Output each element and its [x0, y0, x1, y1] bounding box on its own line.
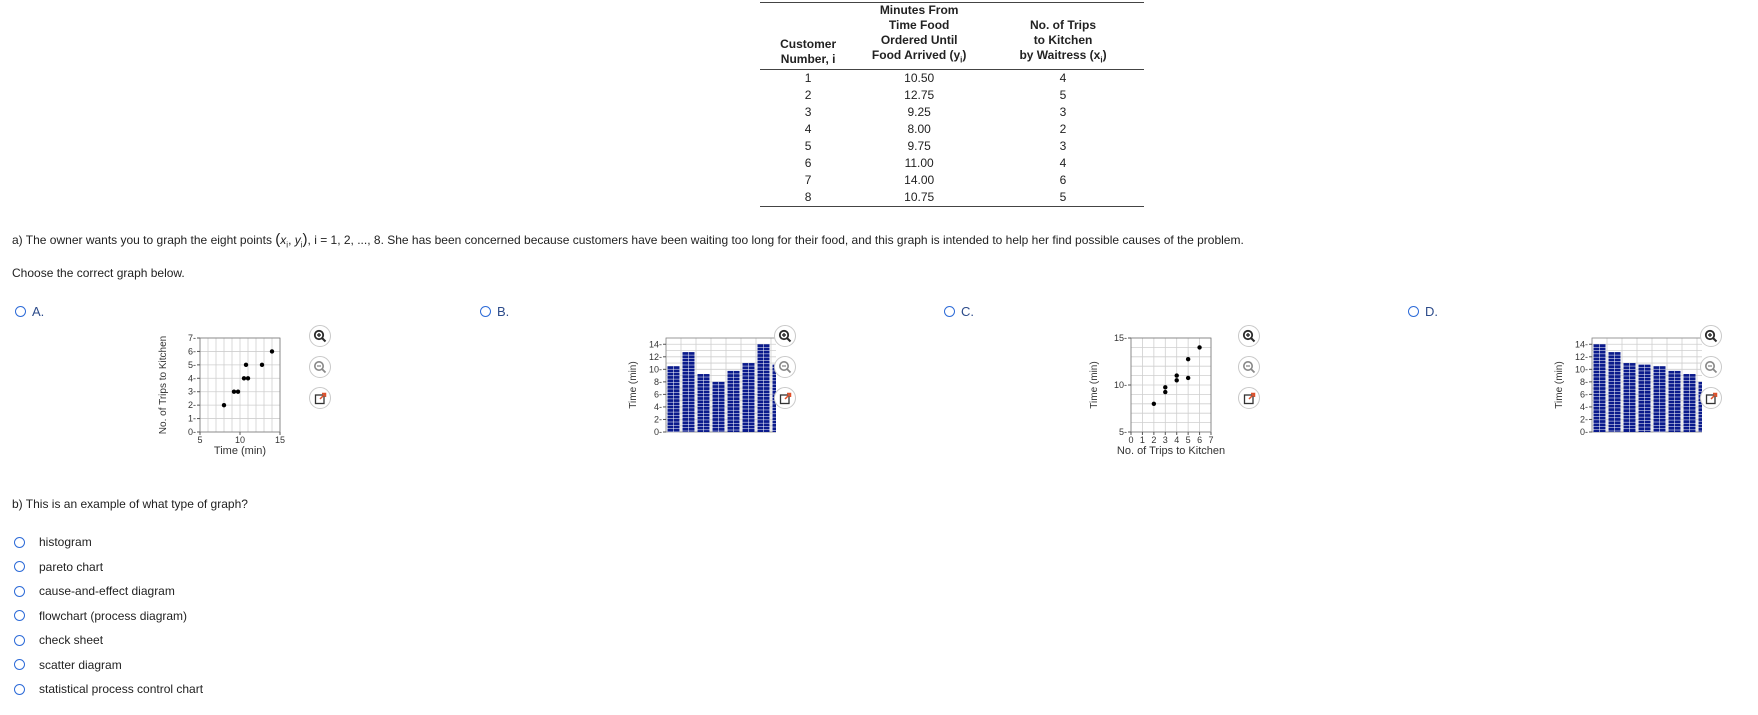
- table-cell: 12.75: [904, 88, 935, 103]
- y-tick-label: 3-: [187, 386, 196, 397]
- table-row: [760, 121, 1144, 138]
- data-point: [1186, 376, 1190, 380]
- x-axis-label: Time (min): [213, 445, 267, 457]
- table-cell: 6: [804, 156, 812, 171]
- choice-a-radio[interactable]: A.: [15, 304, 44, 319]
- y-tick-label: 14-: [648, 339, 662, 350]
- radio-b[interactable]: [480, 306, 491, 317]
- table-cell: 3: [804, 105, 812, 120]
- option-radio[interactable]: [14, 610, 25, 621]
- y-tick-label: 14-: [1574, 339, 1588, 350]
- header-trips: No. of Trips to Kitchen by Waitress $(x_i)$: [982, 3, 1144, 70]
- y-axis-label: Time (min): [1089, 361, 1100, 409]
- data-point: [222, 403, 226, 407]
- table-cell: 2: [804, 88, 812, 103]
- table-cell: 3: [1059, 139, 1067, 154]
- data-point: [270, 349, 274, 353]
- grid: [1131, 338, 1211, 432]
- x-tick-label: 0: [1128, 435, 1134, 445]
- y-tick-label: 12-: [648, 351, 662, 362]
- table-row: [760, 70, 1144, 88]
- graph-d: [1542, 330, 1702, 480]
- y-tick-label: 1-: [187, 413, 196, 424]
- table-cell: 9.75: [907, 139, 931, 154]
- table-cell: 10.75: [904, 190, 935, 205]
- y-tick-label: 8-: [653, 376, 662, 387]
- data-table: [760, 2, 1144, 207]
- choice-c-radio[interactable]: C.: [944, 304, 974, 319]
- zoom-out-icon[interactable]: [309, 356, 331, 378]
- y-tick-label: 7-: [187, 333, 196, 343]
- table-cell: 6: [1059, 173, 1067, 188]
- table-cell: 4: [1059, 71, 1067, 86]
- table-cell: 4: [804, 122, 812, 137]
- option-label: check sheet: [39, 633, 104, 648]
- y-tick-label: 12-: [1574, 351, 1588, 362]
- x-tick-label: 1: [1139, 435, 1145, 445]
- y-tick-label: 4-: [1579, 401, 1588, 412]
- data-point: [242, 376, 246, 380]
- option-radio[interactable]: [14, 561, 25, 572]
- y-tick-label: 10-: [1574, 364, 1588, 375]
- option-item[interactable]: [14, 579, 203, 604]
- option-item[interactable]: [14, 677, 203, 702]
- y-tick-label: 6-: [653, 389, 662, 400]
- option-label: statistical process control chart: [39, 682, 204, 697]
- option-label: pareto chart: [39, 559, 104, 574]
- y-tick-label: 5-: [187, 359, 196, 370]
- table-cell: 2: [1059, 122, 1067, 137]
- choice-d-radio[interactable]: D.: [1408, 304, 1438, 319]
- table-row: [760, 138, 1144, 155]
- option-radio[interactable]: [14, 635, 25, 646]
- header-customer-number: Customer Number, i: [760, 3, 856, 70]
- y-tick-label: 5-: [1118, 427, 1127, 437]
- choice-b-radio[interactable]: B.: [480, 304, 509, 319]
- x-tick-label: 10: [234, 435, 246, 445]
- table-row: [760, 172, 1144, 189]
- table-cell: 8: [804, 190, 812, 205]
- option-label: scatter diagram: [39, 657, 122, 672]
- radio-a[interactable]: [15, 306, 26, 317]
- table-row: [760, 155, 1144, 172]
- y-tick-label: 4-: [187, 373, 196, 384]
- data-point: [246, 376, 250, 380]
- data-point: [236, 390, 240, 394]
- data-point: [1175, 373, 1179, 377]
- option-radio[interactable]: [14, 659, 25, 670]
- table-row: [760, 87, 1144, 104]
- y-tick-label: 0-: [653, 427, 662, 437]
- y-tick-label: 6-: [1579, 389, 1588, 400]
- zoom-out-icon[interactable]: [1238, 356, 1260, 378]
- options-list: [14, 530, 203, 702]
- option-item[interactable]: [14, 555, 203, 580]
- y-tick-label: 2-: [187, 400, 196, 411]
- y-tick-label: 2-: [653, 414, 662, 425]
- option-label: histogram: [39, 535, 92, 550]
- popout-icon[interactable]: [1238, 387, 1260, 409]
- table-cell: 5: [1059, 88, 1067, 103]
- y-axis-label: No. of Trips to Kitchen: [158, 335, 169, 435]
- data-point: [1163, 385, 1167, 389]
- question-a: a) The owner wants you to graph the eight points ($x_i$, $y_i$), i = 1, 2, ..., 8. She has been concerned because customers have been waiting too long for their food, and this graph is intended to help her find possible causes of the problem.: [12, 231, 1244, 250]
- question-b: b) This is an example of what type of graph?: [12, 497, 248, 511]
- y-tick-label: 0-: [1579, 427, 1588, 437]
- option-label: flowchart (process diagram): [39, 608, 188, 623]
- table-row: [760, 104, 1144, 121]
- table-row: [760, 189, 1144, 207]
- table-cell: 5: [804, 139, 812, 154]
- zoom-in-icon[interactable]: [309, 325, 331, 347]
- popout-icon[interactable]: [309, 387, 331, 409]
- radio-c[interactable]: [944, 306, 955, 317]
- option-item[interactable]: [14, 604, 203, 629]
- y-tick-label: 0-: [187, 427, 196, 437]
- x-tick-label: 5: [197, 435, 203, 445]
- zoom-out-icon[interactable]: [1700, 356, 1722, 378]
- data-point: [260, 363, 264, 367]
- zoom-in-icon[interactable]: [774, 325, 796, 347]
- x-tick-label: 2: [1151, 435, 1157, 445]
- option-radio[interactable]: [14, 586, 25, 597]
- table-cell: 4: [1059, 156, 1067, 171]
- data-point: [244, 363, 248, 367]
- table-header-row: [760, 3, 1144, 70]
- y-axis-label: Time (min): [628, 361, 639, 409]
- x-tick-label: 7: [1208, 435, 1214, 445]
- graph-b: [616, 330, 776, 480]
- data-point: [1186, 357, 1190, 361]
- choose-instruction: Choose the correct graph below.: [12, 266, 185, 280]
- zoom-out-icon[interactable]: [774, 356, 796, 378]
- option-item[interactable]: [14, 530, 203, 555]
- x-tick-label: 15: [274, 435, 286, 445]
- data-point: [1175, 378, 1179, 382]
- y-tick-label: 15-: [1113, 333, 1127, 343]
- table-cell: 3: [1059, 105, 1067, 120]
- x-tick-label: 5: [1185, 435, 1191, 445]
- data-point: [1163, 390, 1167, 394]
- data-point: [1152, 402, 1156, 406]
- option-item[interactable]: [14, 653, 203, 678]
- popout-icon[interactable]: [1700, 387, 1722, 409]
- y-tick-label: 6-: [187, 346, 196, 357]
- data-point: [232, 390, 236, 394]
- table-cell: 9.25: [907, 105, 931, 120]
- graph-c: [1081, 330, 1241, 480]
- option-item[interactable]: [14, 628, 203, 653]
- option-radio[interactable]: [14, 684, 25, 695]
- x-tick-label: 6: [1197, 435, 1203, 445]
- y-tick-label: 2-: [1579, 414, 1588, 425]
- x-axis-label: No. of Trips to Kitchen: [1116, 445, 1226, 457]
- y-axis-label: Time (min): [1554, 361, 1565, 409]
- table-cell: 8.00: [907, 122, 931, 137]
- x-tick-label: 3: [1162, 435, 1168, 445]
- y-tick-label: 10-: [1113, 380, 1127, 390]
- graph-a: [150, 330, 310, 480]
- radio-d[interactable]: [1408, 306, 1419, 317]
- table-cell: 14.00: [904, 173, 935, 188]
- y-tick-label: 8-: [1579, 376, 1588, 387]
- zoom-in-icon[interactable]: [1238, 325, 1260, 347]
- x-tick-label: 4: [1174, 435, 1180, 445]
- zoom-in-icon[interactable]: [1700, 325, 1722, 347]
- table-cell: 11.00: [904, 156, 934, 171]
- option-label: cause-and-effect diagram: [39, 584, 175, 599]
- header-minutes: Minutes From Time Food Ordered Until Food Arrived $(y_i)$: [856, 3, 982, 70]
- grid: [200, 338, 280, 432]
- table-cell: 7: [804, 173, 812, 188]
- table-cell: 1: [804, 71, 812, 86]
- y-tick-label: 10-: [648, 364, 662, 375]
- y-tick-label: 4-: [653, 401, 662, 412]
- table-cell: 5: [1059, 190, 1067, 205]
- popout-icon[interactable]: [774, 387, 796, 409]
- table-cell: 10.50: [904, 71, 935, 86]
- data-point: [1197, 345, 1201, 349]
- option-radio[interactable]: [14, 537, 25, 548]
